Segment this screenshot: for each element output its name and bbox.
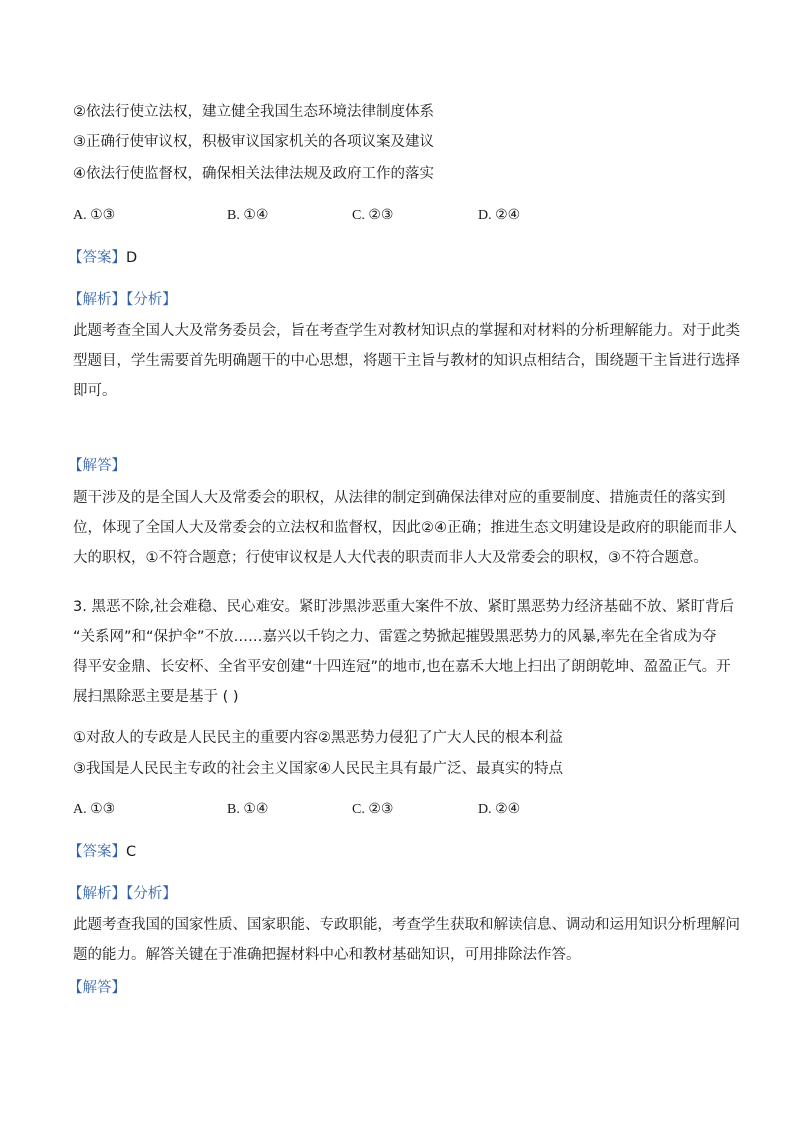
- q2-option-a: A. ①③: [73, 208, 116, 223]
- q3-stem-line: 得平安金鼎、长安杯、全省平安创建“十四连冠”的地市,也在嘉禾大地上扫出了朗朗乾坤、盈盈正气。开: [73, 659, 731, 675]
- q2-option-b: B. ①④: [227, 208, 269, 223]
- q3-stem: [73, 592, 735, 712]
- q3-solution-label: 【解答】: [68, 980, 126, 996]
- q3-answer: [68, 842, 136, 862]
- q3-stem-line: 展扫黑除恶主要是基于 ( ): [73, 689, 239, 705]
- q2-answer-label: 【答案】: [68, 250, 126, 266]
- q3-option-a: A. ①③: [73, 802, 116, 817]
- q2-solution-text: [73, 483, 737, 573]
- q2-answer-value: D: [126, 250, 138, 266]
- q2-analysis-label: 【解析】【分析】: [68, 292, 177, 308]
- q2-statement-3: ③正确行使审议权，积极审议国家机关的各项议案及建议: [73, 134, 434, 150]
- q2-analysis-line: 此题考查全国人大及常务委员会，旨在考查学生对教材知识点的掌握和对材料的分析理解能力。对于此类: [73, 323, 740, 339]
- q3-answer-value: C: [126, 844, 137, 860]
- q2-solution-line: 位，体现了全国人大及常委会的立法权和监督权，因此②④正确；推进生态文明建设是政府的职能而非人: [73, 520, 737, 536]
- q2-statement-4: ④依法行使监督权，确保相关法律法规及政府工作的落实: [73, 166, 434, 182]
- q3-option-c: C. ②③: [352, 802, 394, 817]
- q3-statements-line-1: ①对敌人的专政是人民民主的重要内容②黑恶势力侵犯了广大人民的根本利益: [73, 730, 563, 746]
- q2-statement-2: ②依法行使立法权，建立健全我国生态环境法律制度体系: [73, 104, 434, 120]
- q2-solution-line: 题干涉及的是全国人大及常委会的职权，从法律的制定到确保法律对应的重要制度、措施责任的落实到: [73, 490, 726, 506]
- q2-analysis-line: 即可。: [73, 383, 117, 399]
- q2-option-c: C. ②③: [352, 208, 394, 223]
- q2-solution-label: 【解答】: [68, 458, 126, 474]
- q2-analysis-text: [73, 316, 740, 406]
- q3-stem-line: “关系网”和“保护伞”不放……嘉兴以千钧之力、雷霆之势掀起摧毁黑恶势力的风暴,率先在全省成为夺: [73, 629, 717, 645]
- q2-answer: [68, 248, 137, 268]
- q3-analysis-label: 【解析】【分析】: [68, 886, 177, 902]
- q2-option-d: D. ②④: [478, 208, 521, 223]
- q3-option-b: B. ①④: [227, 802, 269, 817]
- q3-analysis-line: 题的能力。解答关键在于准确把握材料中心和教材基础知识，可用排除法作答。: [73, 947, 581, 963]
- q3-statements-line-2: ③我国是人民民主专政的社会主义国家④人民民主具有最广泛、最真实的特点: [73, 761, 563, 777]
- q2-analysis-line: 型题目，学生需要首先明确题干的中心思想，将题干主旨与教材的知识点相结合，围绕题干主旨进行选择: [73, 353, 740, 369]
- q3-option-d: D. ②④: [478, 802, 521, 817]
- q2-solution-line: 大的职权，①不符合题意；行使审议权是人大代表的职责而非人大及常委会的职权，③不符合题意。: [73, 550, 708, 566]
- q3-analysis-line: 此题考查我国的国家性质、国家职能、专政职能，考查学生获取和解读信息、调动和运用知识分析理解问: [73, 917, 740, 933]
- q3-stem-line: 3. 黑恶不除,社会难稳、民心难安。紧盯涉黑涉恶重大案件不放、紧盯黑恶势力经济基础不放、紧盯背后: [73, 599, 735, 615]
- q3-answer-label: 【答案】: [68, 844, 126, 860]
- q3-analysis-text: [73, 910, 740, 970]
